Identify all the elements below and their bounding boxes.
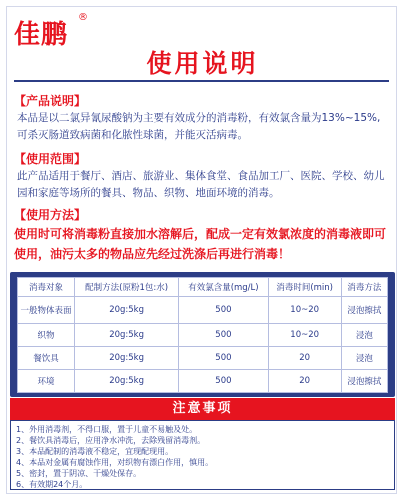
table-row: [18, 324, 388, 347]
notice-item: 1、外用消毒剂，不得口服，置于儿童不易触及处。: [16, 425, 198, 434]
title-divider: [14, 80, 389, 82]
table-cell: 20g:5kg: [75, 324, 179, 347]
table-cell: 20g:5kg: [75, 297, 179, 324]
dosage-table: [17, 277, 388, 393]
table-cell: 织物: [18, 324, 75, 347]
table-cell: 浸泡: [341, 324, 387, 347]
table-cell: 500: [179, 347, 268, 370]
table-header-row: [18, 278, 388, 297]
table-cell: 500: [179, 370, 268, 393]
notice-item: 5、密封，置于阴凉、干燥处保存。: [16, 469, 142, 478]
product-description: [17, 110, 387, 144]
table-cell: 10~20: [268, 297, 341, 324]
table-cell: 环境: [18, 370, 75, 393]
scope-heading: 【使用范围】: [14, 152, 87, 166]
table-cell: 10~20: [268, 324, 341, 347]
table-header-cell: 配制方法(原粉1包:水): [75, 278, 179, 297]
table-cell: 20: [268, 347, 341, 370]
notice-item: 2、餐饮具消毒后，应用净水冲洗，去除残留消毒剂。: [16, 436, 206, 445]
product-text-after: 可杀灭肠道致病菌和化脓性球菌，并能灭活病毒。: [17, 129, 248, 141]
notice-item: 6、有效期24个月。: [16, 480, 88, 489]
method-heading: 【使用方法】: [14, 208, 87, 222]
table-cell: 20g:5kg: [75, 347, 179, 370]
table-cell: 一般物体表面: [18, 297, 75, 324]
table-header-cell: 消毒方法: [341, 278, 387, 297]
table-header-cell: 消毒时间(min): [268, 278, 341, 297]
method-text: 使用时可将消毒粉直接加水溶解后，配成一定有效氯浓度的消毒液即可使用，油污太多的物品应先经过洗涤后再进行消毒！: [14, 227, 387, 261]
table-cell: 浸泡擦拭: [341, 297, 387, 324]
registered-mark: ®: [78, 12, 88, 23]
notice-item: 4、本品对金属有腐蚀作用，对织物有漂白作用，慎用。: [16, 458, 214, 467]
product-heading: 【产品说明】: [14, 94, 87, 108]
table-cell: 20g:5kg: [75, 370, 179, 393]
table-row: [18, 297, 388, 324]
brand-logo-text: 佳鹏: [14, 20, 69, 50]
page-title: 使用说明: [146, 49, 259, 78]
product-text-before: 本品是以二氯异氰尿酸钠为主要有效成分的消毒粉，有效氯含量为13%~15%,: [17, 112, 381, 124]
table-cell: 餐饮具: [18, 347, 75, 370]
notice-list: [16, 424, 386, 490]
table-cell: 20: [268, 370, 341, 393]
table-row: [18, 347, 388, 370]
table-cell: 500: [179, 324, 268, 347]
notice-heading: 注意事项: [10, 398, 395, 420]
table-header-cell: 有效氯含量(mg/L): [179, 278, 268, 297]
table-cell: 浸泡: [341, 347, 387, 370]
table-cell: 500: [179, 297, 268, 324]
notice-item: 3、本品配制的消毒液不稳定，宜现配现用。: [16, 447, 174, 456]
table-row: [18, 370, 388, 393]
scope-text: 此产品适用于餐厅、酒店、旅游业、集体食堂、食品加工厂、医院、学校、幼儿园和家庭等场所的餐具、物品、织物、地面环境的消毒。: [17, 170, 385, 199]
table-cell: 浸泡擦拭: [341, 370, 387, 393]
table-header-cell: 消毒对象: [18, 278, 75, 297]
